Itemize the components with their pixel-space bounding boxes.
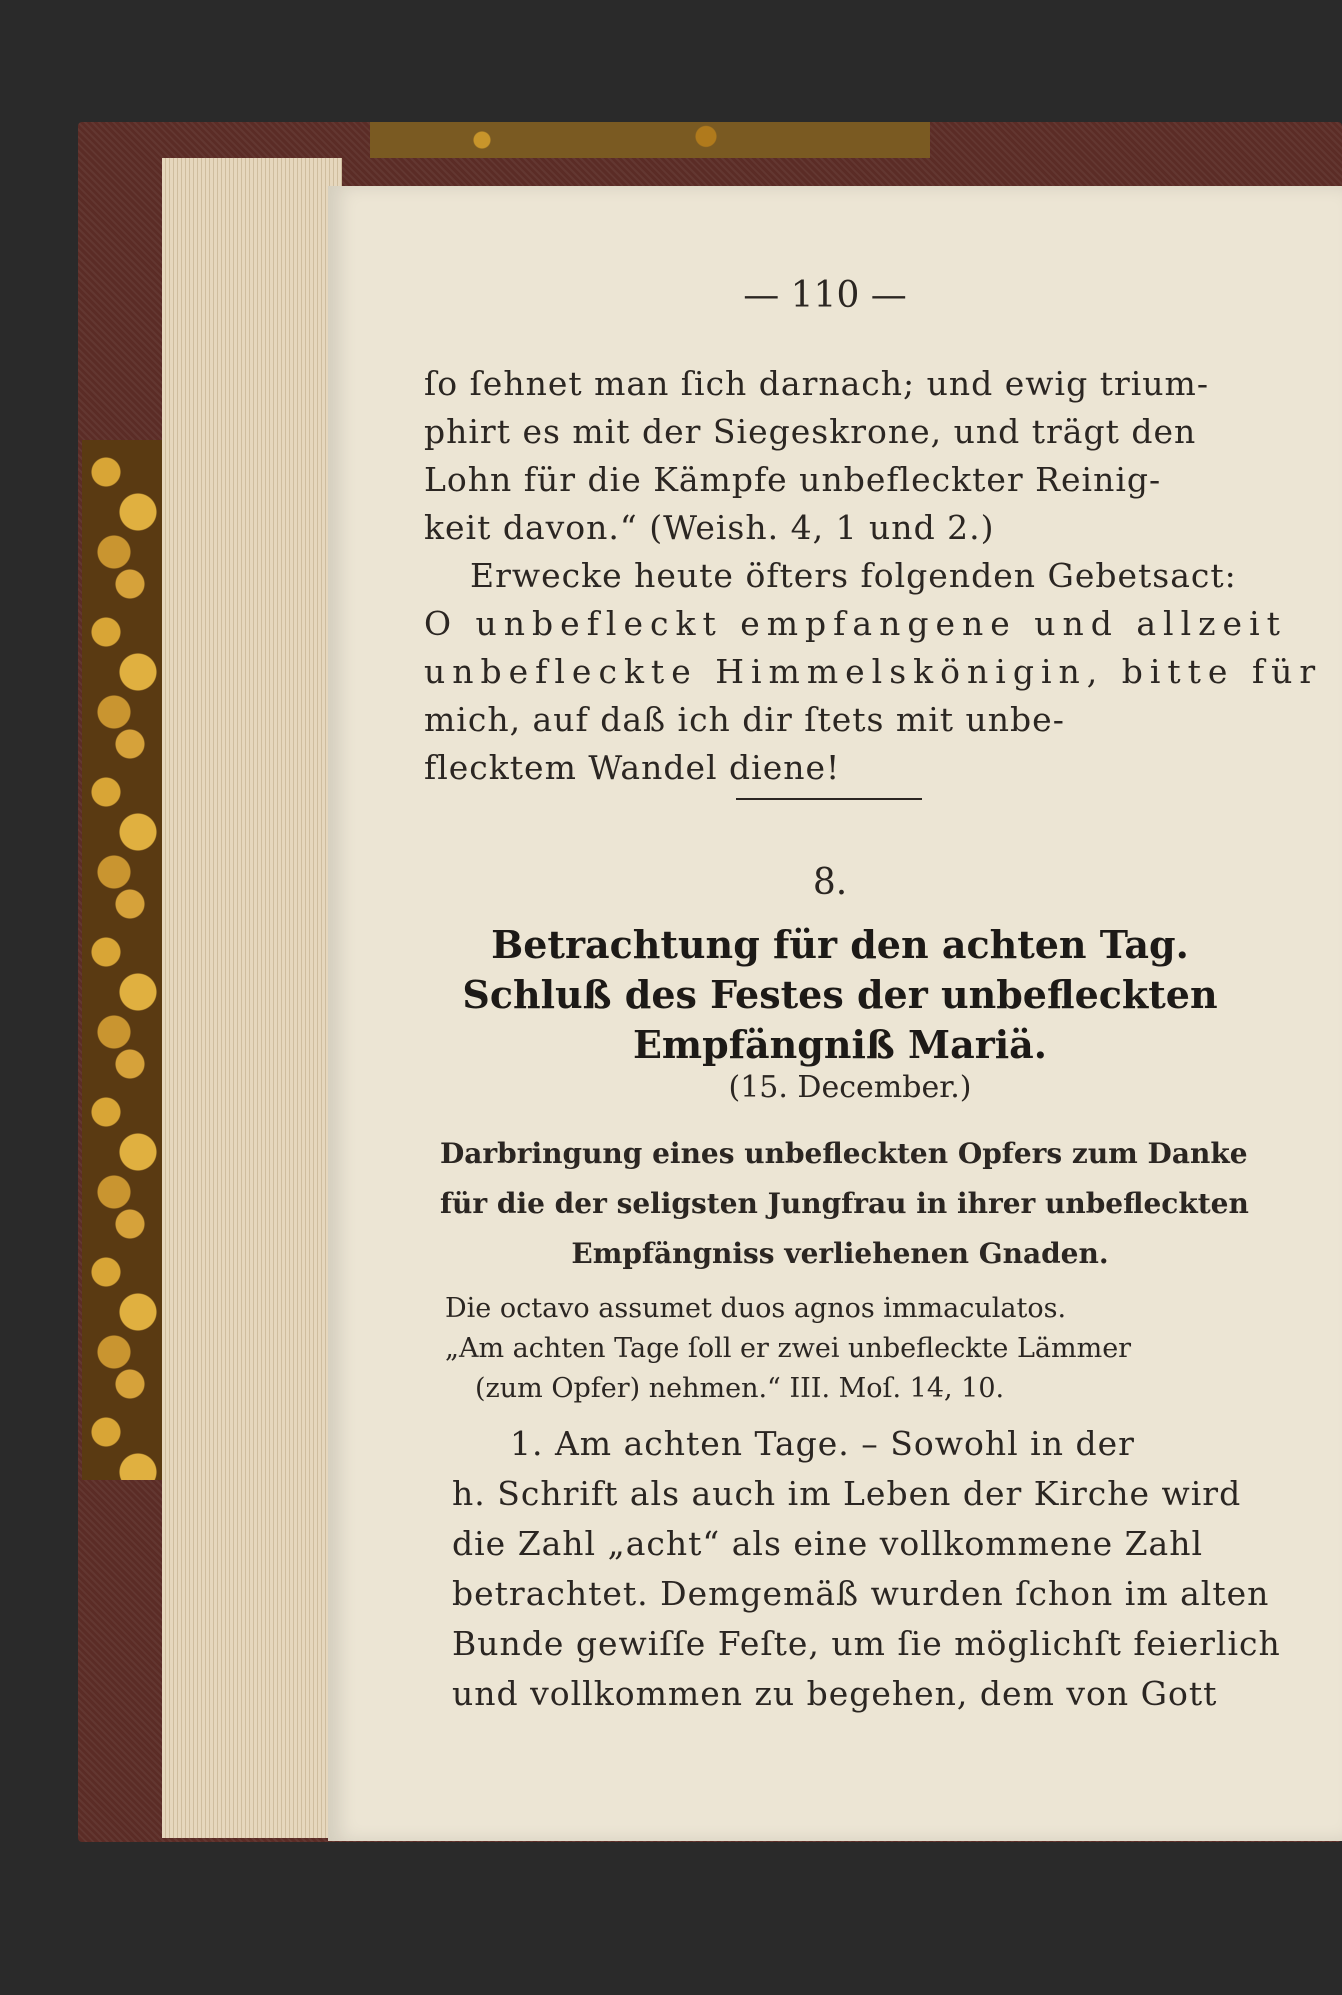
page-stack xyxy=(162,158,342,1838)
text-line: unbefleckte Himmelskönigin, bitte für xyxy=(424,652,1323,691)
text-line: und vollkommen zu begehen, dem von Gott xyxy=(452,1674,1218,1713)
text-line: ſo ſehnet man ſich darnach; und ewig trium- xyxy=(424,364,1210,403)
epigraph-line: Die octavo assumet duos agnos immaculatos. xyxy=(445,1293,1067,1324)
epigraph-line: „Am achten Tage ſoll er zwei unbefleckte Lämmer xyxy=(445,1333,1132,1364)
dedication-line: Darbringung eines unbefleckten Opfers zum Danke xyxy=(440,1137,1248,1170)
spine-marble xyxy=(82,440,162,1480)
text-line: betrachtet. Demgemäß wurden ſchon im alten xyxy=(452,1574,1270,1613)
text-line: Lohn für die Kämpfe unbefleckter Reinig- xyxy=(424,460,1162,499)
text-line: mich, auf daß ich dir ſtets mit unbe- xyxy=(424,700,1065,739)
epigraph-line: (zum Opfer) nehmen.“ III. Moſ. 14, 10. xyxy=(475,1373,1005,1404)
text-line: Erwecke heute öfters folgenden Gebetsact: xyxy=(470,556,1237,595)
section-heading: Empfängniß Mariä. xyxy=(632,1022,1048,1067)
section-heading: Schluß des Festes der unbefleckten xyxy=(462,972,1218,1017)
dedication-line: Empfängniss verliehenen Gnaden. xyxy=(571,1237,1109,1270)
text-line: flecktem Wandel diene! xyxy=(424,748,841,787)
cover-marble-top xyxy=(370,122,930,158)
text-line: O unbefleckt empfangene und allzeit xyxy=(424,604,1287,643)
text-line: phirt es mit der Siegeskrone, und trägt den xyxy=(424,412,1197,451)
section-date: (15. December.) xyxy=(728,1070,972,1105)
page-number: — 110 — xyxy=(743,275,907,316)
text-line: die Zahl „acht“ als eine vollkommene Zahl xyxy=(452,1524,1204,1563)
text-line: h. Schrift als auch im Leben der Kirche wird xyxy=(452,1474,1242,1513)
text-line: Bunde gewiſſe Feſte, um ſie möglichſt feierlich xyxy=(452,1624,1281,1663)
text-line: keit davon.“ (Weish. 4, 1 und 2.) xyxy=(424,508,995,547)
text-line: 1. Am achten Tage. – Sowohl in der xyxy=(510,1424,1135,1463)
section-heading: Betrachtung für den achten Tag. xyxy=(491,922,1189,967)
section-divider xyxy=(736,798,922,800)
dedication-line: für die der seligsten Jungfrau in ihrer unbefleckten xyxy=(440,1187,1249,1220)
section-number: 8. xyxy=(812,862,848,903)
